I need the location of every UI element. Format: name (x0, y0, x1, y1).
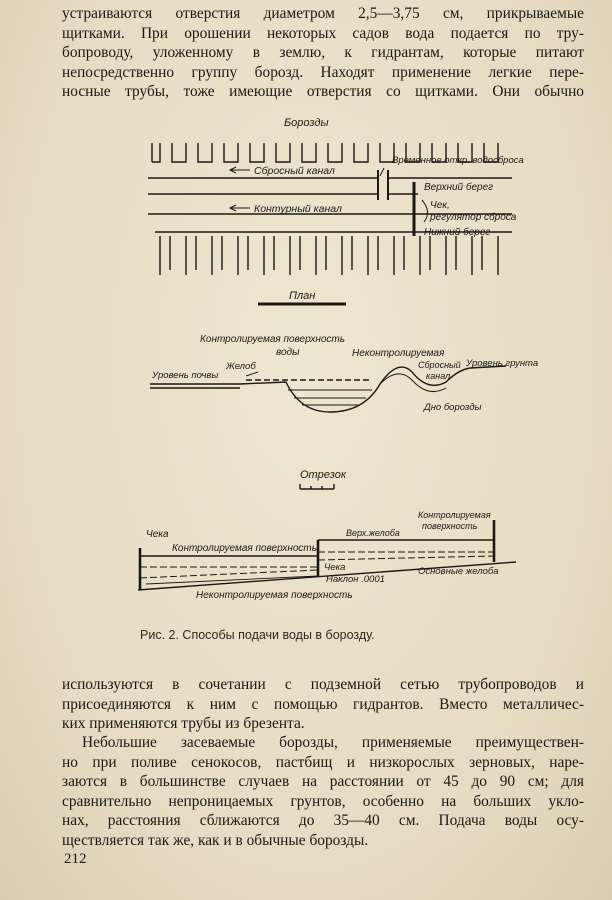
figure-caption: Рис. 2. Способы подачи воды в борозду. (140, 628, 375, 642)
label-lower-bank: Нижний берег (424, 227, 491, 238)
label-check-left: Чека (146, 529, 169, 540)
bottom-paragraph-1 (62, 675, 584, 734)
label-soil-level: Уровень почвы (152, 370, 219, 381)
label-check-mid: Чека (324, 562, 346, 573)
text-line: заются в большинстве случаев на расстоянии от 45 до 90 см; для (62, 773, 584, 791)
text-line: носные трубы, тоже имеющие отверстия со щитками. Они обычно (62, 83, 584, 101)
label-top-trough: Верх.желоба (346, 528, 400, 538)
label-spillway-canal: Сбросный канал (254, 165, 335, 177)
label-controlled-surface: Контролируемая поверхность (200, 334, 346, 345)
text-line: но при поливе сенокосов, пастбищ и низкорослых зерновых, наре- (62, 753, 584, 771)
lower-furrows (160, 236, 498, 275)
text-line: сравнительно непроницаемых грунтов, особенно на больших укло- (62, 792, 584, 810)
text-line: непосредственно группу борозд. Находят применение легкие пере- (62, 63, 584, 81)
text-line: устраиваются отверстия диаметром 2,5—3,75 см, прикрываемые (62, 5, 584, 22)
label-furrows: Борозды (284, 117, 329, 129)
segment-scale-bar (300, 484, 334, 489)
text-line: Небольшие засеваемые борозды, применяемые преимуществен- (82, 734, 584, 751)
text-line: бопроводу, уложенному в землю, к гидрантам, которые питают (62, 44, 584, 62)
label-controlled-surface-segment: Контролируемая поверхность (172, 543, 318, 554)
label-uncontrolled-surface: Неконтролируемая поверхность (196, 590, 353, 601)
label-main-troughs: Основные желоба (418, 566, 499, 577)
label-uncontrolled: Неконтролируемая (352, 348, 445, 359)
bottom-paragraph-2 (62, 733, 584, 851)
text-line: ществляется так же, как и в обычные борозды. (62, 831, 369, 849)
text-line: нах, расстояния сближаются до 35—40 см. Подача воды осу- (62, 812, 584, 830)
label-furrow-bottom: Дно борозды (424, 402, 482, 413)
text-line: используются в сочетании с подземной сетью трубопроводов и (62, 676, 584, 693)
label-controlled-surface-water: воды (276, 347, 300, 358)
label-upper-bank: Верхний берег (424, 182, 494, 193)
label-slope: Наклон .0001 (326, 574, 385, 585)
temp-spillway-gate (378, 170, 388, 200)
label-trough: Желоб (226, 361, 256, 372)
segment-title: Отрезок (300, 469, 347, 481)
text-line: ких применяются трубы из брезента. (62, 715, 305, 733)
page-number: 212 (64, 851, 87, 867)
plan-title: План (289, 290, 316, 302)
label-check: Чек, (430, 200, 450, 211)
label-spillway: Сбросный (418, 360, 461, 370)
label-regulator: регулятор сброса (430, 212, 517, 223)
text-line: присоединяются к ним с помощью гидрантов. Вместо металличес- (62, 695, 584, 713)
label-spillway-canal-2: канал (426, 371, 451, 381)
label-controlled-right-2: поверхность (422, 521, 478, 531)
label-ground-level: Уровень грунта (466, 358, 539, 369)
label-controlled-right: Контролируемая (418, 510, 491, 520)
label-temp-spillway: Временное откр. водосброса (392, 155, 524, 166)
label-contour-canal: Контурный канал (254, 203, 342, 215)
soil-level-line (150, 384, 240, 388)
text-line: щитками. При орошении некоторых садов вода подается по тру- (62, 24, 584, 42)
